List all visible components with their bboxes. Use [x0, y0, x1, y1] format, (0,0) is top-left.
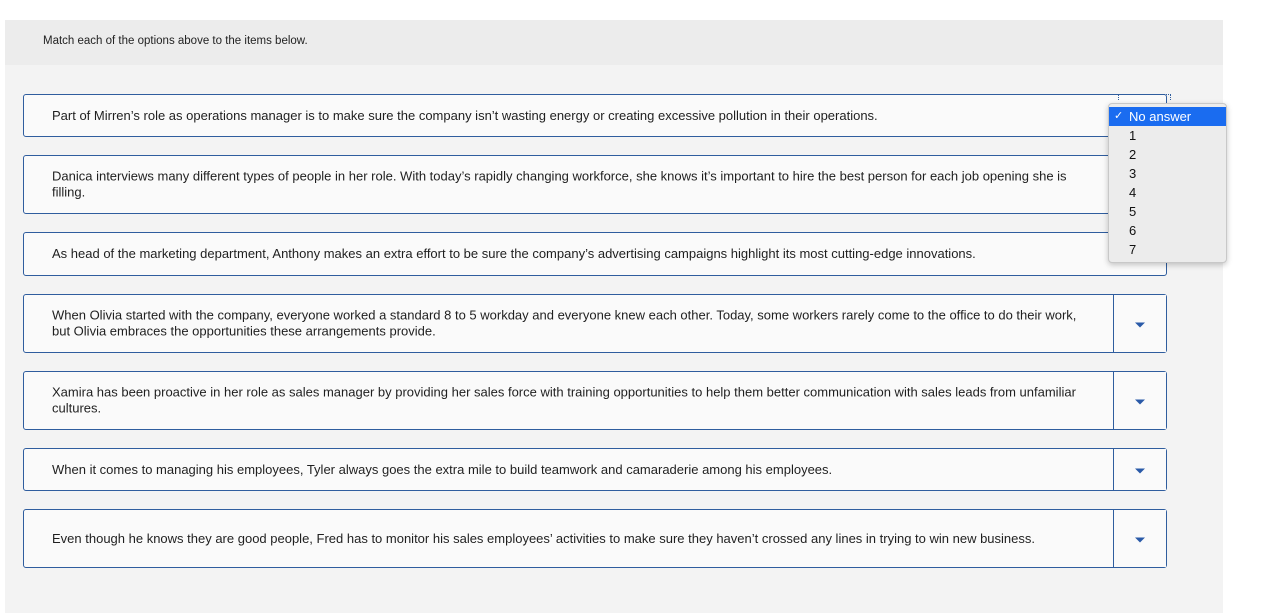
answer-select[interactable] — [1113, 372, 1166, 429]
item-text: Xamira has been proactive in her role as sales manager by providing her sales force with training opportunities to help them better communication with sales leads from unfamiliar cultures. — [52, 384, 1076, 416]
instruction-bar — [5, 20, 1223, 65]
check-icon: ✓ — [1114, 110, 1124, 122]
answer-select[interactable] — [1113, 449, 1166, 490]
focus-outline — [1118, 94, 1171, 100]
dropdown-option[interactable]: 3 — [1129, 166, 1137, 181]
dropdown-option[interactable]: 6 — [1129, 223, 1137, 238]
dropdown-option-selected[interactable] — [1109, 107, 1226, 126]
dropdown-option[interactable]: 1 — [1129, 128, 1137, 143]
chevron-down-icon — [1135, 537, 1145, 542]
answer-dropdown-list — [1108, 103, 1227, 263]
chevron-down-icon — [1135, 399, 1145, 404]
match-item — [23, 448, 1167, 491]
answer-select[interactable] — [1113, 510, 1166, 567]
match-item — [23, 509, 1167, 568]
item-text: Danica interviews many different types of people in her role. With today’s rapidly changing workforce, she knows it’s important to hire the best person for each job opening she is filling. — [52, 168, 1067, 200]
answer-select[interactable] — [1113, 295, 1166, 352]
match-item — [23, 294, 1167, 353]
match-item — [23, 232, 1167, 276]
option-label: No answer — [1129, 109, 1192, 124]
chevron-down-icon — [1135, 322, 1145, 327]
dropdown-option[interactable]: 5 — [1129, 204, 1137, 219]
item-text: When it comes to managing his employees, Tyler always goes the extra mile to build teamwork and camaraderie among his employees. — [52, 461, 833, 477]
dropdown-option[interactable]: 2 — [1129, 147, 1137, 162]
item-text: Part of Mirren’s role as operations manager is to make sure the company isn’t wasting energy or creating excessive pollution in their operations. — [52, 107, 878, 123]
item-text: Even though he knows they are good people, Fred has to monitor his sales employees’ activities to make sure they haven’t crossed any lines in trying to win new business. — [52, 530, 1035, 546]
item-text: As head of the marketing department, Anthony makes an extra effort to be sure the company’s advertising campaigns highlight its most cutting-edge innovations. — [52, 245, 976, 261]
item-text: When Olivia started with the company, everyone worked a standard 8 to 5 workday and everyone knew each other. Today, some workers rarely come to the office to do their work, but Olivia embraces the opportunities these arrangements provide. — [52, 307, 1077, 339]
match-item — [23, 371, 1167, 430]
chevron-down-icon — [1135, 468, 1145, 473]
match-item — [23, 94, 1167, 137]
dropdown-option[interactable]: 7 — [1129, 242, 1137, 257]
dropdown-option[interactable]: 4 — [1129, 185, 1137, 200]
instruction-text: Match each of the options above to the items below. — [43, 35, 308, 47]
match-item — [23, 155, 1167, 214]
